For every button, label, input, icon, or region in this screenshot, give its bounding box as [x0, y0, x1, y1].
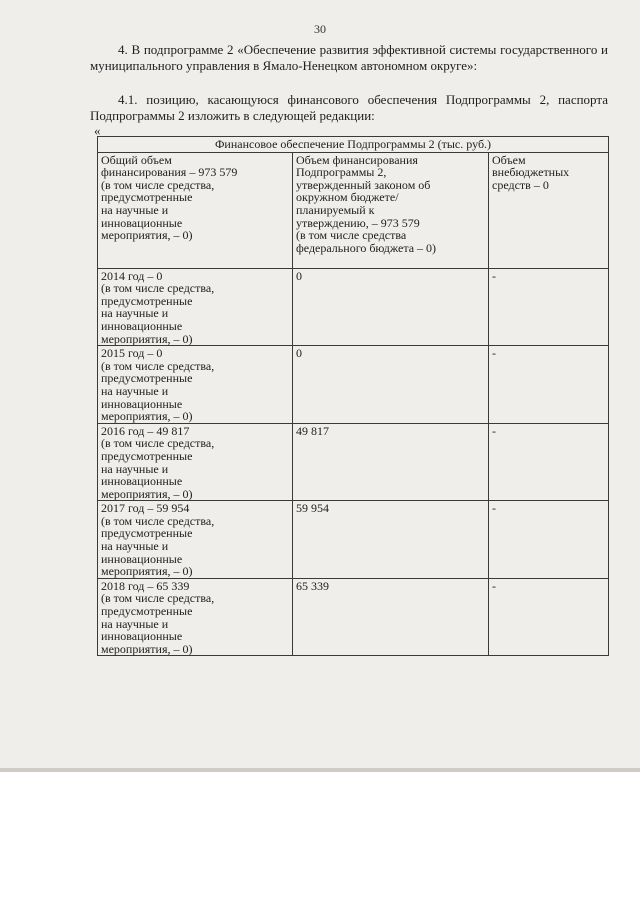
scan-bottom-edge — [0, 768, 640, 772]
paragraph-subprogram-2: 4. В подпрограмме 2 «Обеспечение развития эффективной системы государственного и муниципального управления в Ямало-Ненецком автономном округе»: — [90, 42, 608, 73]
extrabudgetary-cell: - — [489, 423, 609, 501]
year-cell: 2015 год – 0 (в том числе средства, предусмотренные на научные и инновационные мероприятия, – 0) — [98, 346, 293, 424]
financing-table — [97, 136, 609, 656]
table-title: Финансовое обеспечение Подпрограммы 2 (тыс. руб.) — [98, 137, 609, 153]
table-row — [98, 268, 609, 346]
header-total-volume: Общий объем финансирования – 973 579 (в том числе средства, предусмотренные на научные и инновационные мероприятия, – 0) — [98, 152, 293, 268]
table-title-row — [98, 137, 609, 153]
table-row — [98, 346, 609, 424]
table-header-row — [98, 152, 609, 268]
approved-cell: 0 — [293, 268, 489, 346]
header-approved-volume: Объем финансирования Подпрограммы 2, утвержденный законом об окружном бюджете/ планируемый к утверждению, – 973 579 (в том числе средства федерального бюджета – 0) — [293, 152, 489, 268]
approved-cell: 65 339 — [293, 578, 489, 656]
table-row — [98, 423, 609, 501]
opening-quote: « — [94, 123, 101, 138]
approved-cell: 59 954 — [293, 501, 489, 579]
header-extrabudgetary: Объем внебюджетных средств – 0 — [489, 152, 609, 268]
approved-cell: 0 — [293, 346, 489, 424]
extrabudgetary-cell: - — [489, 346, 609, 424]
year-cell: 2018 год – 65 339 (в том числе средства, предусмотренные на научные и инновационные мероприятия, – 0) — [98, 578, 293, 656]
approved-cell: 49 817 — [293, 423, 489, 501]
year-cell: 2014 год – 0 (в том числе средства, предусмотренные на научные и инновационные мероприятия, – 0) — [98, 268, 293, 346]
table-row — [98, 501, 609, 579]
year-cell: 2016 год – 49 817 (в том числе средства, предусмотренные на научные и инновационные мероприятия, – 0) — [98, 423, 293, 501]
page-number: 30 — [314, 22, 326, 36]
extrabudgetary-cell: - — [489, 578, 609, 656]
paragraph-item-4-1: 4.1. позицию, касающуюся финансового обеспечения Подпрограммы 2, паспорта Подпрограммы 2 изложить в следующей редакции: — [90, 92, 608, 123]
table-row — [98, 578, 609, 656]
year-cell: 2017 год – 59 954 (в том числе средства, предусмотренные на научные и инновационные мероприятия, – 0) — [98, 501, 293, 579]
extrabudgetary-cell: - — [489, 268, 609, 346]
extrabudgetary-cell: - — [489, 501, 609, 579]
